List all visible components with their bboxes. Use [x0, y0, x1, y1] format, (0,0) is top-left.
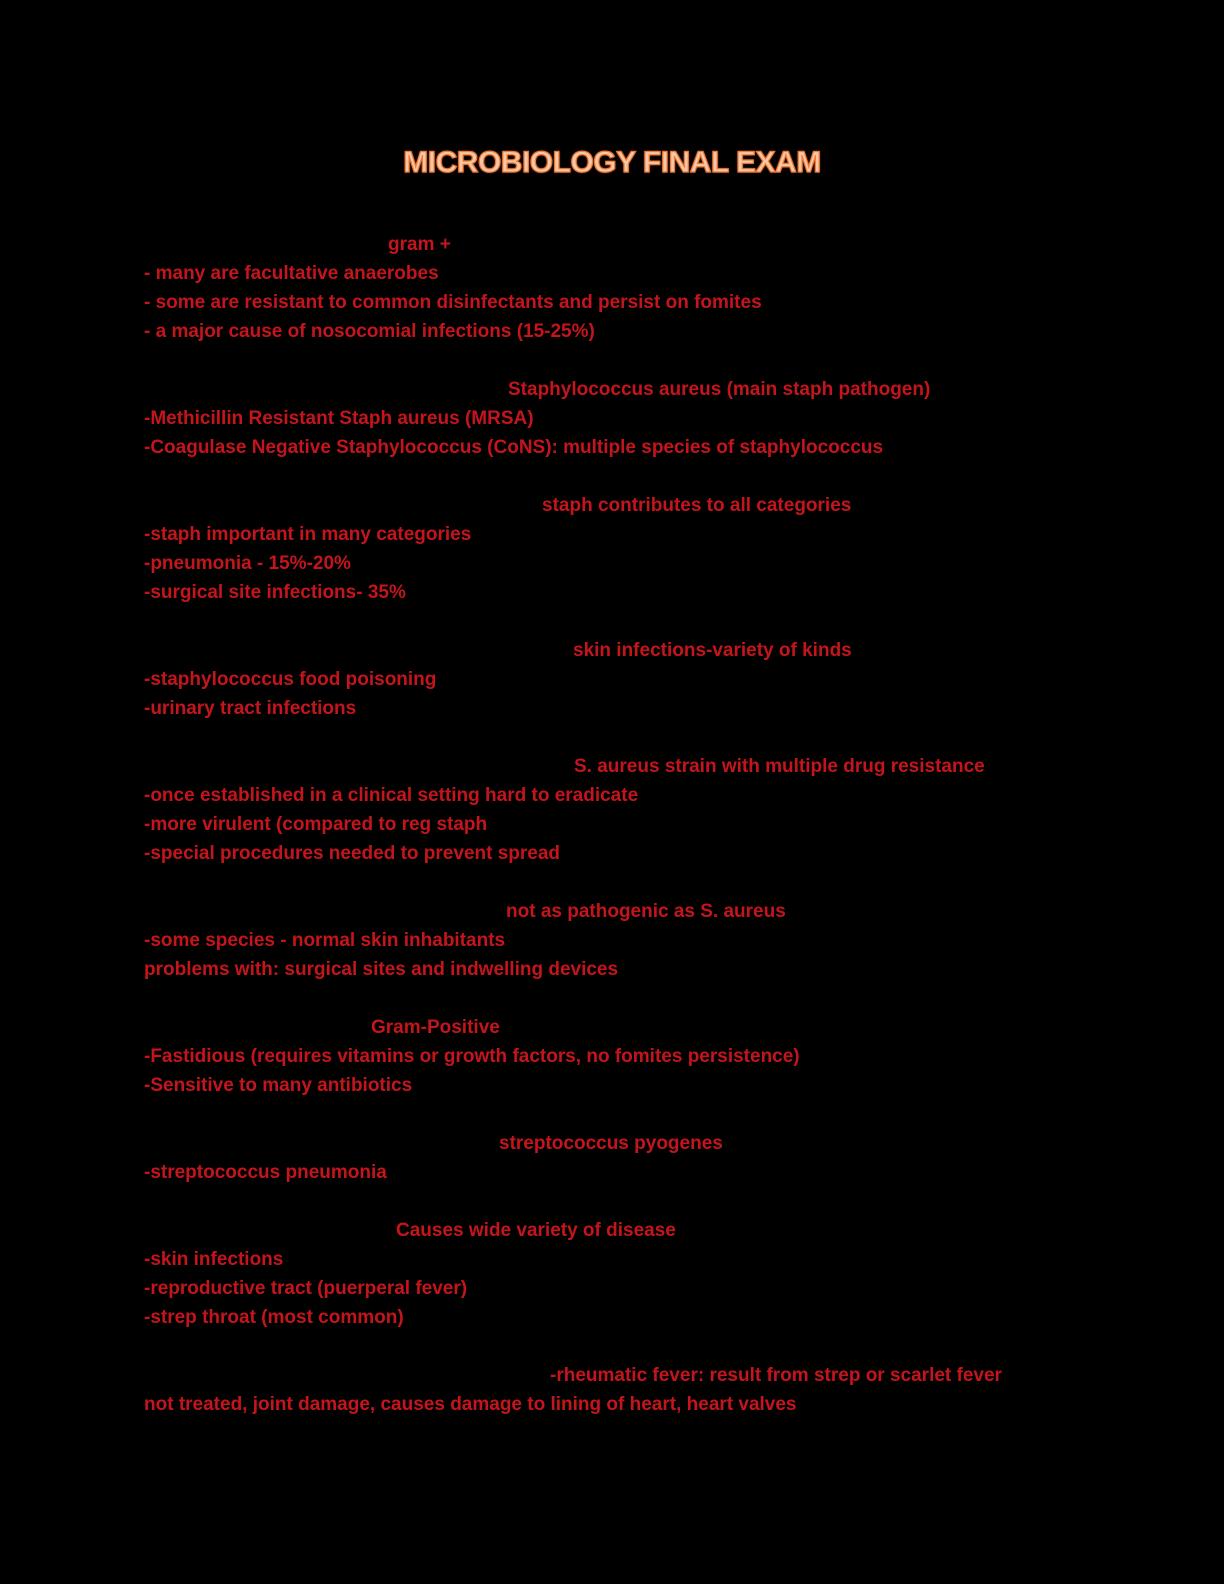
text-line: Gram-Positive: [371, 1017, 500, 1038]
text-line: Staphylococcus aureus (main staph pathogen): [508, 379, 931, 400]
text-line: -Sensitive to many antibiotics: [144, 1075, 413, 1096]
text-line: not treated, joint damage, causes damage to lining of heart, heart valves: [144, 1394, 797, 1415]
text-line: not as pathogenic as S. aureus: [506, 901, 786, 922]
document-title: MICROBIOLOGY FINAL EXAM: [403, 146, 821, 179]
text-line: -urinary tract infections: [144, 698, 357, 719]
text-line: streptococcus pyogenes: [499, 1133, 723, 1154]
text-line: -reproductive tract (puerperal fever): [144, 1278, 468, 1299]
text-line: -Coagulase Negative Staphylococcus (CoNS): multiple species of staphylococcus: [144, 437, 884, 458]
text-line: -pneumonia - 15%-20%: [144, 553, 351, 574]
text-line: - many are facultative anaerobes: [144, 263, 439, 284]
text-line: -special procedures needed to prevent spread: [144, 843, 561, 864]
text-line: -staphylococcus food poisoning: [144, 669, 437, 690]
text-line: S. aureus strain with multiple drug resistance: [574, 756, 985, 777]
text-line: -Fastidious (requires vitamins or growth factors, no fomites persistence): [144, 1046, 800, 1067]
text-line: -strep throat (most common): [144, 1307, 404, 1328]
text-line: -streptococcus pneumonia: [144, 1162, 387, 1183]
text-line: -skin infections: [144, 1249, 284, 1270]
text-line: -staph important in many categories: [144, 524, 472, 545]
text-line: skin infections-variety of kinds: [573, 640, 852, 661]
text-line: Causes wide variety of disease: [396, 1220, 676, 1241]
text-line: staph contributes to all categories: [542, 495, 852, 516]
text-line: -more virulent (compared to reg staph: [144, 814, 488, 835]
text-line: - some are resistant to common disinfectants and persist on fomites: [144, 292, 762, 313]
text-line: gram +: [388, 234, 451, 255]
text-line: -once established in a clinical setting hard to eradicate: [144, 785, 639, 806]
text-line: -rheumatic fever: result from strep or scarlet fever: [550, 1365, 1002, 1386]
text-line: problems with: surgical sites and indwelling devices: [144, 959, 619, 980]
text-line: -surgical site infections- 35%: [144, 582, 406, 603]
text-line: - a major cause of nosocomial infections (15-25%): [144, 321, 595, 342]
text-line: -Methicillin Resistant Staph aureus (MRSA): [144, 408, 534, 429]
text-line: -some species - normal skin inhabitants: [144, 930, 506, 951]
